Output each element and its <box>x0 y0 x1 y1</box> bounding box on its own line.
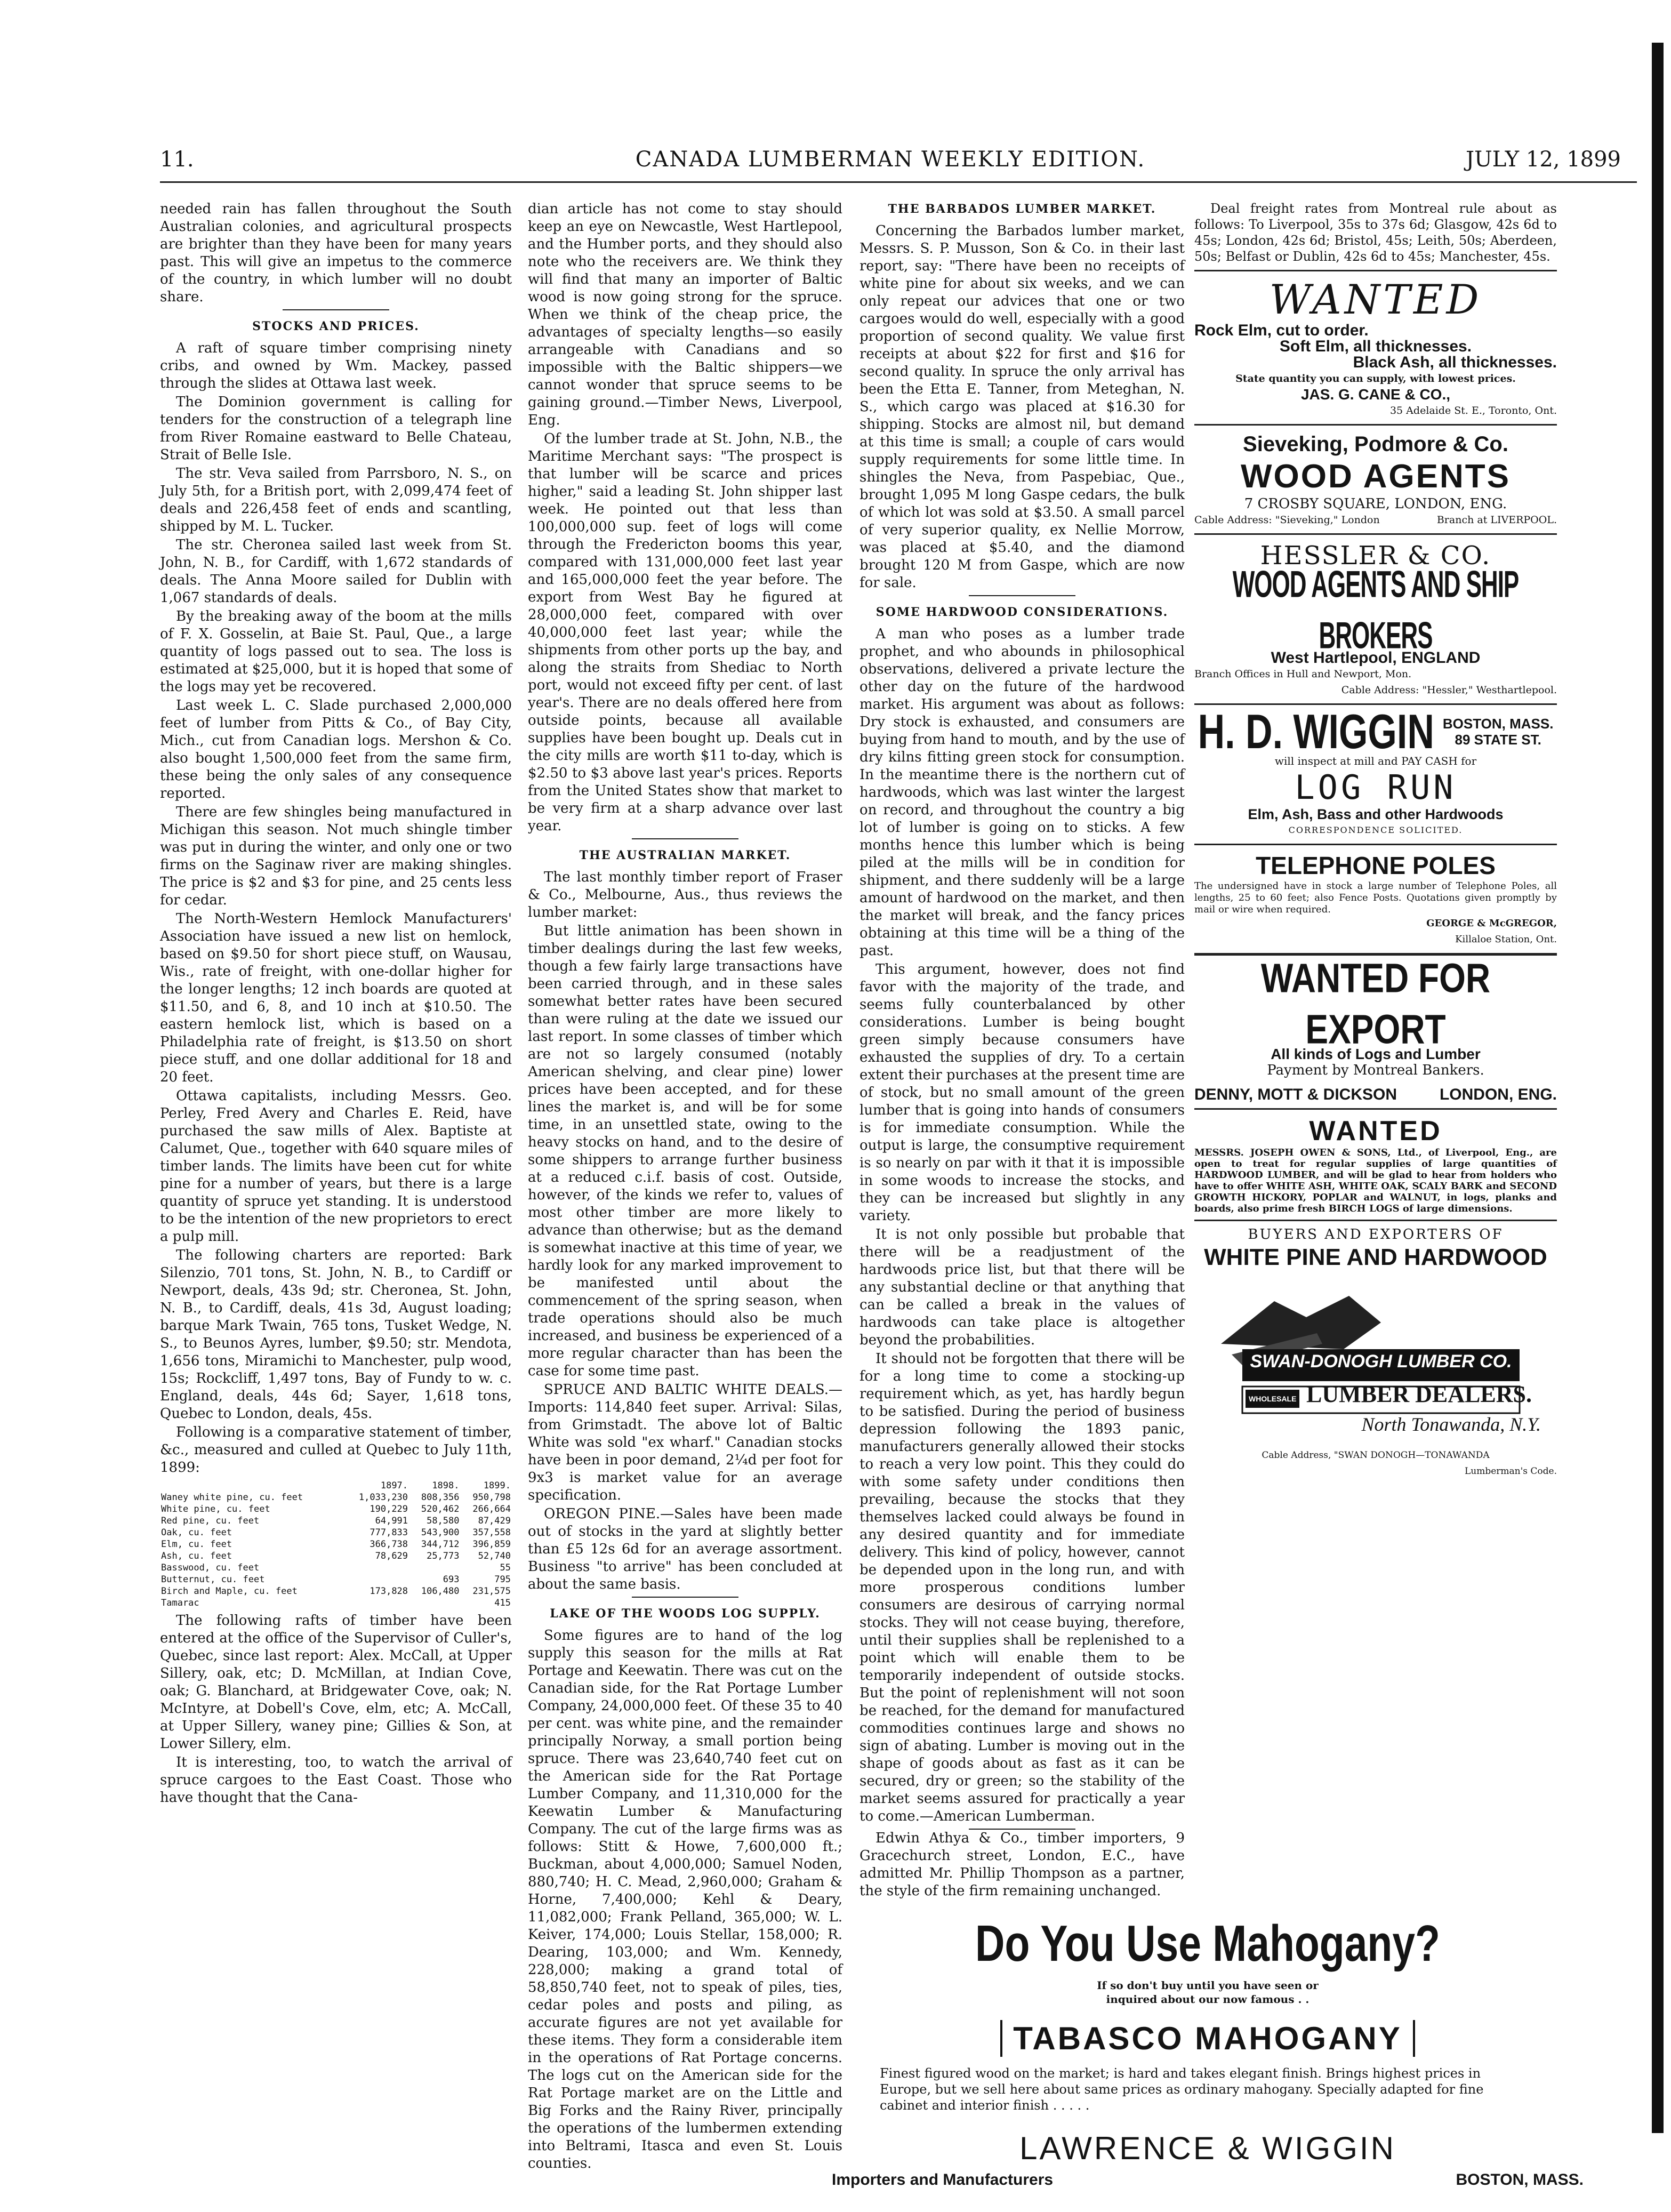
ad-mahogany <box>832 1914 1584 2189</box>
ad-title: WHITE PINE AND HARDWOOD <box>1204 1244 1547 1270</box>
ad-line: Payment by Montreal Bankers. <box>1267 1062 1484 1078</box>
paragraph: Of the lumber trade at St. John, N.B., the Maritime Merchant says: "The prospect is that lumber will be scarce and prices higher," said a leading St. John shipper last week. He pointed out that less than 100,000,000 sup. feet of logs will come through the Fredericton booms this year, compared with 131,000,000 feet last year and 165,000,000 feet the year before. The export from West Bay he figured at 28,000,000 feet, compared with over 40,000,000 feet last year; while the shipments from other ports up the bay, and along the straits from Shediac to North port, would not exceed fifty per cent. of last year's. There are no deals offered here from outside points, because all available supplies have been bought up. Deals cut in the city mills are worth $11 to-day, which is $2.50 to $3 above last year's prices. Reports from the United States show that market to be very firm at a sharp advance over last year. <box>528 431 842 834</box>
paragraph: There are few shingles being manufactured in Michigan this season. Not much shingle timber was put in during the winter, and only one or two firms on the Saginaw river are making shingles. The price is $2 and $3 for pine, and 25 cents less for cedar. <box>160 804 512 908</box>
ad-product-box <box>1000 2020 1415 2057</box>
table-row: Ash, cu. feet 78,629 25,773 52,740 <box>161 1551 511 1561</box>
column-3 <box>859 201 1185 1901</box>
issue-date: JULY 12, 1899 <box>1466 147 1621 172</box>
ad-wiggin-head <box>1194 704 1557 759</box>
ad-title: Sieveking, Podmore & Co. <box>1243 432 1508 456</box>
table-row: White pine, cu. feet 190,229 520,462 266,664 <box>161 1504 511 1514</box>
paragraph: By the breaking away of the boom at the mills of F. X. Gosselin, at Baie St. Paul, Que., a large quantity of logs passed out to sea. The loss is estimated at $25,000, but it is hoped that some of the logs may yet be recovered. <box>160 608 512 695</box>
divider <box>969 595 1075 596</box>
ad-line: State quantity you can supply, with lowest prices. <box>1235 373 1516 384</box>
paragraph: SPRUCE AND BALTIC WHITE DEALS.—Imports: 114,840 feet super. Arrival: Silas, from Grimstadt. The above lot of Baltic White was sold "ex wharf." Canadian stocks have been in poor demand, 2¼d per foot for 9x3 is market value for an average specification. <box>528 1382 842 1503</box>
paragraph: Ottawa capitalists, including Messrs. Geo. Perley, Fred Avery and Charles E. Reid, have purchased the saw mills of Alex. Baptiste at Calumet, Que., together with 640 square miles of timber lands. The limits have been cut for white pine for a number of years, but there is a large quantity of spruce yet standing. It is understood to be the intention of the new proprietors to erect a pulp mill. <box>160 1088 512 1245</box>
divider <box>632 838 738 839</box>
ad-title: Do You Use Mahogany? <box>975 1915 1440 1972</box>
table-row: Red pine, cu. feet 64,991 58,580 87,429 <box>161 1516 511 1526</box>
ad-footer-row <box>832 2171 1584 2189</box>
ad-firm: LAWRENCE & WIGGIN <box>1019 2130 1396 2166</box>
paragraph: dian article has not come to stay should keep an eye on Newcastle, West Hartlepool, and the Humber ports, and they should also note who the receivers are. We think they will find that many an importer of Baltic wood is now going strong for the spruce. When we think of the cheap price, the advantages of specialty lengths—so easily arrangeable with Canadians and so impossible with the Baltic shippers—we cannot wonder that spruce seems to be gaining ground.—Timber News, Liverpool, Eng. <box>528 201 842 428</box>
ad-line: MESSRS. JOSEPH OWEN & SONS, Ltd., of Liverpool, Eng., are open to treat for regular supplies of large quantities of HARDWOOD LUMBER, and will be glad to hear from holders who have to offer WHITE ASH, WHITE OAK, SCALY BARK and SECOND GROWTH HICKORY, POPLAR and WALNUT, in logs, planks and boards, also prime fresh BIRCH LOGS of large dimensions. <box>1194 1147 1557 1214</box>
paragraph: The following charters are reported: Bark Silenzio, 701 tons, St. John, N. B., to Cardiff or Newport, deals, 43s 9d; str. Cheronea, St. John, N. B., to Cardiff, deals, 41s 3d, August loading; barque Mark Twain, 765 tons, Tusket Wedge, N. S., to Beunos Ayres, lumber, $9.50; str. Mendota, 1,656 tons, Miramichi to Manchester, pulp wood, 15s; Rockcliff, 1,497 tons, Bay of Fundy to w. c. England, deals, 44s 6d; Sayer, 1,618 tons, Quebec to London, deals, 45s. <box>160 1247 512 1422</box>
ad-divider <box>1194 1108 1557 1110</box>
ad-cable: Cable Address: "Sieveking," London <box>1194 514 1380 526</box>
table-row: Elm, cu. feet 366,738 344,712 396,859 <box>161 1539 511 1550</box>
ad-divider <box>1194 270 1557 271</box>
timber-statement-table <box>160 1480 512 1609</box>
ad-line: Black Ash, all thicknesses. <box>1353 354 1557 371</box>
ad-subtitle: WOOD AGENTS <box>1240 458 1511 495</box>
ad-cable: Cable Address, "SWAN DONOGH—TONAWANDA <box>1262 1450 1490 1461</box>
paragraph: The last monthly timber report of Fraser & Co., Melbourne, Aus., thus reviews the lumber market: <box>528 869 842 920</box>
logo-dealers: LUMBER DEALERS. <box>1306 1381 1532 1407</box>
ad-product-name: TABASCO MAHOGANY <box>1013 2021 1402 2056</box>
ad-address: Killaloe Station, Ont. <box>1455 934 1557 945</box>
paragraph: The str. Veva sailed from Parrsboro, N. S., on July 5th, for a British port, with 2,099,474 feet of deals and 226,458 feet of ends and scantling, shipped by M. L. Tucker. <box>160 466 512 534</box>
ad-wiggin-address <box>1443 716 1554 748</box>
column-4-ads <box>1194 201 1557 1479</box>
page-header <box>160 147 1621 179</box>
table-row: Waney white pine, cu. feet 1,033,230 808,356 950,798 <box>161 1492 511 1503</box>
ad-branch: Branch at LIVERPOOL. <box>1436 514 1557 526</box>
table-row: Birch and Maple, cu. feet 173,828 106,480 231,575 <box>161 1586 511 1597</box>
ad-telephone-poles <box>1194 851 1557 948</box>
logo-location: North Tonawanda, N.Y. <box>1361 1414 1541 1435</box>
ad-title: TELEPHONE POLES <box>1256 852 1496 879</box>
ad-wanted-for-export <box>1194 955 1557 1103</box>
table-row: Tamarac 415 <box>161 1598 511 1608</box>
paragraph: Following is a comparative statement of timber, &c., measured and culled at Quebec to July 11th, 1899: <box>160 1424 512 1476</box>
ad-firm: GEORGE & McGREGOR, <box>1426 918 1557 929</box>
ad-line: Elm, Ash, Bass and other Hardwoods <box>1248 806 1504 822</box>
divider <box>283 309 389 310</box>
table-row: Basswood, cu. feet 55 <box>161 1562 511 1573</box>
paragraph: The following rafts of timber have been entered at the office of the Supervisor of Culler's, Quebec, since last report: Alex. McCall, at Upper Sillery, oak, etc; D. McMillan, at Indian Cove, oak; G. Blanchard, at Bridgewater Cove, oak; N. McIntyre, at Dobell's Cove, elm, etc; A. McCall, at Upper Sillery, waney pine; Gillies & Son, at Lower Sillery, elm. <box>160 1613 512 1752</box>
page-number: 11. <box>160 147 194 172</box>
section-heading: STOCKS AND PRICES. <box>252 319 420 333</box>
ad-line: All kinds of Logs and Lumber <box>1271 1046 1481 1062</box>
ad-street: 89 STATE ST. <box>1455 732 1541 748</box>
table-header-row: 1897. 1898. 1899. <box>380 1480 511 1491</box>
ad-city: BOSTON, MASS. <box>1456 2171 1584 2189</box>
ad-wanted-elm <box>1194 277 1557 419</box>
ad-title: WANTED <box>1269 276 1482 323</box>
ad-firm: JAS. G. CANE & CO., <box>1300 386 1451 403</box>
ad-line: will inspect at mill and PAY CASH for <box>1274 755 1477 767</box>
column-2 <box>528 201 842 2174</box>
ad-line: If so don't buy until you have seen or inquired about our now famous . . <box>1097 1979 1319 2006</box>
ad-line: CORRESPONDENCE SOLICITED. <box>1288 825 1463 835</box>
ad-line: Rock Elm, cut to order. <box>1194 322 1369 339</box>
paragraph: This argument, however, does not find favor with the majority of the trade, and seems fully counterbalanced by other considerations. Lumber is being bought green simply because consumers have exhausted the supplies of dry. To a certain extent their purchases at the present time are of stock, but no small amount of the green lumber that is going into hands of consumers is for immediate consumption. While the output is large, the consumptive requirement is so nearly on par with it that it is impossible in some woods to increase the stocks, and they can be increased but slightly in any variety. <box>859 961 1185 1224</box>
ad-title: H. D. WIGGIN <box>1198 704 1434 759</box>
ad-line: Cable Address: "Hessler," Westhartlepool. <box>1341 684 1557 696</box>
logo-wholesale: WHOLESALE <box>1246 1390 1299 1408</box>
ad-title: WANTED <box>1309 1116 1442 1147</box>
divider <box>632 1597 738 1598</box>
paragraph: It should not be forgotten that there will be for a long time to come a stocking-up requirement which, as yet, has hardly begun to be satisfied. During the period of business depression following the 1893 panic, manufacturers generally allowed their stocks to reach a very low point. This they could do with some safety under conditions then prevailing, because the stocks that they themselves lacked could always be found in any desired quantity and for immediate delivery. This kind of policy, however, cannot be depended upon in the long run, and with more prosperous conditions lumber consumers are desirous of carrying normal stocks. They will not cease buying, therefore, until their supplies shall be replenished to a point which will enable them to be temporarily independent of outside stocks. But the point of replenishment will not soon be reached, for the demand for manufactured commodities continues large and shows no sign of abating. Lumber is moving out in the shape of goods about as fast as it can be secured, dry or green; so the stability of the market seems assured for practically a year to come.—American Lumberman. <box>859 1351 1185 1824</box>
ad-divider <box>1194 533 1557 535</box>
ad-swan-donogh <box>1194 1227 1557 1479</box>
ad-divider <box>1194 424 1557 426</box>
section-heading: THE BARBADOS LUMBER MARKET. <box>888 202 1156 216</box>
ad-logrun: LOG RUN <box>1295 768 1457 807</box>
publication-title: CANADA LUMBERMAN WEEKLY EDITION. <box>635 147 1146 172</box>
paragraph: Edwin Athya & Co., timber importers, 9 Gracechurch street, London, E.C., have admitted Mr. Phillip Thompson as a partner, the style of the firm remaining unchanged. <box>859 1830 1185 1899</box>
ad-line: Importers and Manufacturers <box>832 2171 1054 2189</box>
paragraph: It is interesting, too, to watch the arrival of spruce cargoes to the East Coast. Those who have thought that the Cana- <box>160 1754 512 1806</box>
ad-hessler <box>1194 540 1557 698</box>
header-rule <box>160 181 1637 183</box>
paragraph: The str. Cheronea sailed last week from St. John, N. B., for Cardiff, with 1,672 standards of deals. The Anna Moore sailed for Dublin with 1,067 standards of deals. <box>160 537 512 606</box>
section-heading: THE AUSTRALIAN MARKET. <box>579 848 791 862</box>
ad-line: Soft Elm, all thicknesses. <box>1279 338 1472 355</box>
paragraph: But little animation has been shown in timber dealings during the last few weeks, though a few fairly large transactions have been carried through, and in these sales somewhat better rates have been secured than were ruling at the date we issued our last report. In some classes of timber which are not so largely consumed (notably American shelving, and clear pine) lower prices have been accepted, and for these lines the market is, and will be for some time, in an unsettled state, owing to the heavy stocks on hand, and to the desire of some shippers to arrange further business at a reduced c.i.f. basis of cost. Outside, however, of the kinds we refer to, values of most other timber are more likely to advance than otherwise; but as the demand is somewhat inactive at this time of year, we hardly look for any marked improvement to be manifested until about the commencement of the spring season, when trade operations should also be much increased, and business be experienced of a more regular character than has been the case for some time past. <box>528 923 842 1379</box>
swan-donogh-logo <box>1210 1280 1541 1440</box>
paragraph: Last week L. C. Slade purchased 2,000,000 feet of lumber from Pitts & Co., of Bay City, Mich., cut from Canadian logs. Mershon & Co. also bought 1,500,000 feet from the same firm, these being the only sales of any consequence reported. <box>160 698 512 802</box>
table-row: Oak, cu. feet 777,833 543,900 357,558 <box>161 1527 511 1538</box>
ad-subtitle: WOOD AGENTS AND SHIP BROKERS <box>1232 564 1519 657</box>
paragraph: Concerning the Barbados lumber market, Messrs. S. P. Musson, Son & Co. in their last report, say: "There have been no receipts of white pine for about six weeks, and we can only repeat our advices that one or two cargoes would do well, especially with a good proportion of second quality. We value first receipts at about $22 for first and $16 for second quality. In spruce the only arrival has been the Etta E. Tanner, from Meteghan, N. S., which cargo was placed at $16.30 for shipping. Stocks are almost nil, but demand at this time is small; a couple of cars would supply requirements for some little time. In shingles the Neva, from Paspebiac, Que., brought 1,095 M long Gaspe cedars, the bulk of which lot was sold at $3.50. A small parcel of very superior quality, ex Nellie Morrow, was placed at $5.40, and the diamond brought 120 M from Gaspe, which are now for sale. <box>859 223 1185 591</box>
paragraph: Deal freight rates from Montreal rule about as follows: To Liverpool, 35s to 37s 6d; Glasgow, 42s 6d to 45s; London, 42s 6d; Bristol, 45s; Leith, 50s; Aberdeen, 50s; Belfast or Dublin, 42s 6d to 45s; Manchester, 45s. <box>1194 201 1557 264</box>
ad-divider <box>1194 844 1557 845</box>
ad-city: BOSTON, MASS. <box>1442 716 1554 732</box>
ad-address: 7 CROSBY SQUARE, LONDON, ENG. <box>1244 496 1507 512</box>
logo-company-name: SWAN-DONOGH LUMBER CO. <box>1250 1351 1512 1372</box>
ad-firm: DENNY, MOTT & DICKSON <box>1194 1086 1397 1103</box>
table-row: Butternut, cu. feet 693 795 <box>161 1574 511 1585</box>
paragraph: A raft of square timber comprising ninety cribs, and owned by Wm. Mackey, passed through the slides at Ottawa last week. <box>160 340 512 391</box>
ad-code: Lumberman's Code. <box>1464 1466 1557 1477</box>
paragraph: Some figures are to hand of the log supply this season for the mills at Rat Portage and Keewatin. There was cut on the Canadian side, for the Rat Portage Lumber Company, 24,000,000 feet. Of these 35 to 40 per cent. was white pine, and the remainder principally Norway, a small portion being spruce. There was 23,640,740 feet cut on the American side for the Rat Portage Lumber Company, and 11,310,000 for the Keewatin Lumber & Manufacturing Company. The cut of the large firms was as follows: Stitt & Howe, 7,600,000 ft.; Buckman, about 4,000,000; Samuel Noden, 880,740; H. C. Mead, 2,960,000; Graham & Horne, 7,400,000; Kehl & Deary, 11,082,000; Frank Pelland, 365,000; W. L. Keiver, 174,000; Louis Stellar, 158,000; R. Dearing, 103,000; and Wm. Kennedy, 228,000; making a grand total of 58,850,740 feet, not to speak of piles, ties, cedar poles and posts and piling, as accurate figures are not yet available for these items. They form a considerable item in the operations of Rat Portage concerns. The logs cut on the American side for the Rat Portage market are on the Little and Big Forks and the Rainy River, principally the operations of the lumbermen extending into Beltrami, Itasca and even St. Louis counties. <box>528 1628 842 2171</box>
paragraph: The Dominion government is calling for tenders for the construction of a telegraph line from River Romaine eastward to Belle Chateau, Strait of Belle Isle. <box>160 394 512 463</box>
ad-line: BUYERS AND EXPORTERS OF <box>1248 1227 1504 1243</box>
ad-divider <box>1194 1220 1557 1221</box>
paragraph: It is not only possible but probable that there will be a readjustment of the hardwoods price list, but that there will be any substantial decline or that anything that can be called a break in the values of hardwoods can take place is altogether beyond the probabilities. <box>859 1227 1185 1348</box>
paragraph: OREGON PINE.—Sales have been made out of stocks in the yard at slightly better than £5 12s 6d for an average assortment. Business "to arrive" has been concluded at about the same basis. <box>528 1506 842 1592</box>
ad-address: 35 Adelaide St. E., Toronto, Ont. <box>1389 405 1557 416</box>
paragraph: A man who poses as a lumber trade prophet, and who abounds in philosophical observations, delivered a private lecture the other day on the future of the hardwood market. His argument was about as follows: Dry stock is exhausted, and consumers are buying from hand to mouth, and by the use of dry kilns fitting green stock for consumption. In the meantime there is the northern cut of hardwoods, which was last winter the largest on record, and throughout the country a big lot of lumber is going on to sticks. A few months hence this lumber which is being piled at the mills will be in condition for shipment, and there suddenly will be a large amount of hardwood on the market, and then the market will break, and the fancy prices obtaining at this time will be a thing of the past. <box>859 626 1185 959</box>
section-heading: SOME HARDWOOD CONSIDERATIONS. <box>875 605 1169 619</box>
column-1 <box>160 201 512 1808</box>
ad-description: Finest figured wood on the market; is hard and takes elegant finish. Brings highest prices in Europe, but we sell here about same prices as ordinary mahogany. Specially adapted for fine cabinet and interior finish . . . . . <box>880 2066 1484 2113</box>
scan-edge-bar <box>1652 43 1664 2133</box>
ad-export-firm-row <box>1194 1087 1557 1103</box>
ad-line: West Hartlepool, ENGLAND <box>1271 649 1481 667</box>
ad-wanted-owen <box>1194 1115 1557 1214</box>
section-heading: LAKE OF THE WOODS LOG SUPPLY. <box>550 1607 821 1621</box>
ad-cable-row <box>1194 512 1557 528</box>
paragraph: The North-Western Hemlock Manufacturers' Association have issued a new list on hemlock, based on $9.50 for short piece stuff, on Wausau, Wis., rate of freight, with one-dollar higher for the longer lengths; 12 inch boards are quoted at $11.50, and 6, 8, and 10 inch at $10.50. The eastern hemlock list, which is based on a Philadelphia rate of freight, is $13.50 on short piece stuff, and one dollar additional for 18 and 20 feet. <box>160 911 512 1085</box>
ad-line: The undersigned have in stock a large number of Telephone Poles, all lengths, 25 to 60 feet; also Fence Posts. Quotations given promptly by mail or wire when required. <box>1194 880 1557 915</box>
ad-city: LONDON, ENG. <box>1439 1086 1557 1103</box>
ad-wiggin <box>1194 704 1557 838</box>
paragraph: needed rain has fallen throughout the South Australian colonies, and agricultural prospects are brighter than they have been for many years past. This will give an impetus to the commerce of the country, in which lumber will no doubt share. <box>160 201 512 305</box>
ad-line: Branch Offices in Hull and Newport, Mon. <box>1194 668 1412 680</box>
ad-title: WANTED FOR EXPORT <box>1260 955 1491 1053</box>
ad-title: HESSLER & CO. <box>1260 541 1491 571</box>
ad-sieveking <box>1194 431 1557 528</box>
